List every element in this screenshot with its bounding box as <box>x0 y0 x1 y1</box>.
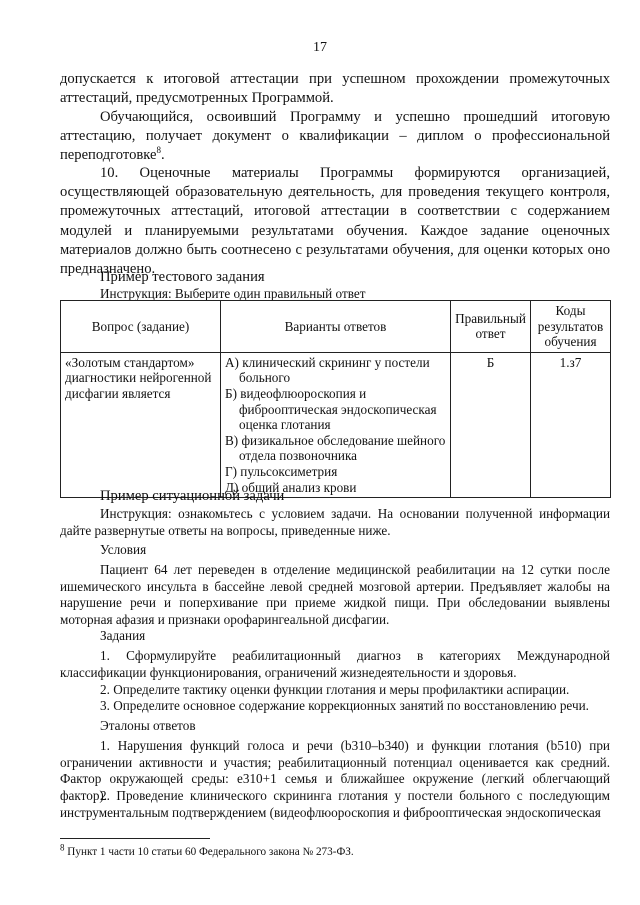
task-1: 1. Сформулируйте реабилитационный диагноз в категориях Международной классификации функционирования, ограничений жизнедеятельности и здоровья. <box>60 648 610 680</box>
paragraph-assessment: 10. Оценочные материалы Программы формируются организацией, осуществляющей образовательную деятельность, для проведения текущего контроля, промежуточных аттестаций, итоговой аттестации в соответствии с содержанием модулей и планируемыми результатами обучения. Каждое задание оценочных материалов должно быть соотнесено с результатами обучения, для оценки которых оно предназначено. <box>60 165 610 278</box>
footnote <box>60 842 354 858</box>
test-example-instruction: Инструкция: Выберите один правильный ответ <box>100 286 366 301</box>
paragraph-diploma <box>60 108 610 166</box>
tasks-label: Задания <box>100 628 146 643</box>
task-3: 3. Определите основное содержание коррекционных занятий по восстановлению речи. <box>100 698 589 713</box>
code-cell: 1.з7 <box>531 352 611 497</box>
test-table <box>60 300 611 498</box>
paragraph-admission: допускается к итоговой аттестации при успешном прохождении промежуточных аттестаций, предусмотренных Программой. <box>60 71 610 107</box>
test-table-header-row <box>61 301 611 353</box>
footnote-divider <box>60 838 210 839</box>
answers-label: Эталоны ответов <box>100 718 196 733</box>
situational-instruction: Инструкция: ознакомьтесь с условием задачи. На основании полученной информации дайте развернутые ответы на вопросы, приведенные ниже. <box>60 506 610 538</box>
header-options: Варианты ответов <box>221 301 451 353</box>
option-c: В) физикальное обследование шейного отдела позвоночника <box>225 432 446 464</box>
option-e: Д) общий анализ крови <box>225 479 357 495</box>
paragraph-diploma-end: . <box>160 147 165 164</box>
answer-1: 1. Нарушения функций голоса и речи (b310–b340) и функции глотания (b510) при ограничении активности и участия; реабилитационный потенциал оценивается как средний. Фактор окружающей среды: e310+1 семья и ближайшее окружение (легкий облегчающий фактор). <box>60 738 610 803</box>
answer-2: 2. Проведение клинического скрининга глотания у постели больного с последующим инструментальным подтверждением (видеофлюороскопия и фиброоптическая эндоскопическая <box>60 788 610 820</box>
option-b: Б) видеофлюороскопия и фиброоптическая эндоскопическая оценка глотания <box>225 385 437 433</box>
answer-cell: Б <box>451 352 531 497</box>
footnote-text: Пункт 1 части 10 статьи 60 Федерального закона № 273-ФЗ. <box>64 846 354 858</box>
table-row <box>61 352 611 497</box>
paragraph-diploma-text: Обучающийся, освоивший Программу и успешно прошедший итоговую аттестацию, получает документ о квалификации – диплом о профессиональной переподготовке <box>60 109 610 164</box>
header-answer: Правильный ответ <box>451 301 531 353</box>
task-2: 2. Определите тактику оценки функции глотания и меры профилактики аспирации. <box>100 682 570 697</box>
situational-heading: Пример ситуационной задачи <box>100 488 285 504</box>
header-codes: Коды результатов обучения <box>531 301 611 353</box>
footnote-ref: 8 <box>156 145 161 156</box>
option-a: А) клинический скрининг у постели больного <box>225 354 430 386</box>
test-example-heading: Пример тестового задания <box>100 269 265 285</box>
option-d: Г) пульсоксиметрия <box>225 463 338 479</box>
conditions-text: Пациент 64 лет переведен в отделение медицинской реабилитации на 12 сутки после ишемического инсульта в бассейне левой средней мозговой артерии. Предъявляет жалобы на нарушение речи и поперхивание при приеме жидкой пищи. При обследовании выявлены моторная афазия и признаки орофарингеальной дисфагии. <box>60 562 610 627</box>
page-number: 17 <box>313 40 327 55</box>
footnote-mark: 8 <box>60 842 65 853</box>
conditions-label: Условия <box>100 542 147 557</box>
options-cell <box>221 352 451 497</box>
question-cell: «Золотым стандартом» диагностики нейрогенной дисфагии является <box>61 352 221 497</box>
header-question: Вопрос (задание) <box>61 301 221 353</box>
